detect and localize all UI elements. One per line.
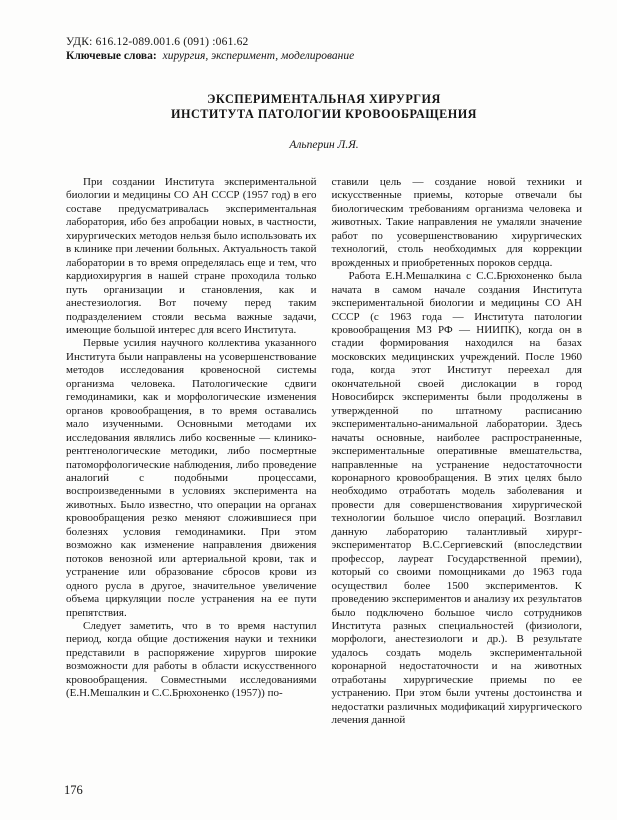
udc-code: УДК: 616.12-089.001.6 (091) :061.62 [66, 36, 249, 48]
article-title-line-2: ИНСТИТУТА ПАТОЛОГИИ КРОВООБРАЩЕНИЯ [171, 107, 477, 121]
paragraph: При создании Института экспериментальной биологии и медицины СО АН СССР (1957 год) в его составе предусматривалась экспериментальная лаборатория, ибо без апробации новых, в частности, хирургических методов нельзя было использовать их в клинике при лечении больных. Актуальность такой лаборатории в то время определялась еще и тем, что кардиохирургия в нашей стране проходила только путь организации и становления, как и анестезиология. Вот почему перед таким подразделением стояли весьма важные задачи, имеющие большой интерес для всего Института. [66, 176, 317, 336]
page-number: 176 [64, 783, 83, 797]
keywords-line [66, 50, 582, 62]
paragraph: Первые усилия научного коллектива указанного Института были направлены на усовершенствование методов исследования кровеносной системы организма человека. Патологические сдвиги гемодинамики, как и морфологические изменения органов кровообращения, в то время оставались мало изученными. Основными методами их исследования являлись либо косвенные — клинико-рентгенологические методики, либо посмертные патоморфологические наблюдения, либо проведение аналогий с подобными процессами, воспроизведенными в условиях эксперимента на животных. Было известно, что операции на органах кровообращения резко меняют сложившиеся при болезнях условия гемодинамики. При этом возможно как изменение направления движения потоков венозной или артериальной крови, так и устранение или образование сбросов крови из одного русла в другое, значительное увеличение объема циркуляции после устранения на ее пути препятствия. [66, 337, 317, 619]
article-title [66, 92, 582, 122]
article-title-line-1: ЭКСПЕРИМЕНТАЛЬНАЯ ХИРУРГИЯ [207, 92, 441, 106]
keywords-text: хирургия, эксперимент, моделирование [162, 50, 355, 62]
left-column [66, 176, 317, 728]
right-column [332, 176, 583, 728]
author-name: Альперин Л.Я. [289, 139, 359, 151]
paragraph-continuation: ставили цель — создание новой техники и искусственные приемы, которые отвечали бы биологическим требованиям организма человека и животных. Такие направления не умаляли значение работ по усовершенствованию хирургических технологий, столь необходимых для коррекции врожденных и приобретенных пороков сердца. [331, 176, 582, 269]
article-body [66, 176, 582, 728]
paragraph: Следует заметить, что в то время наступил период, когда общие достижения науки и техники представили в распоряжение хирургов широкие возможности для работы в области искусственного кровообращения. Совместными исследованиями (Е.Н.Мешалкин и С.С.Брюхоненко (1957)) по- [66, 619, 317, 700]
keywords-label: Ключевые слова: [66, 50, 157, 62]
paragraph: Работа Е.Н.Мешалкина с С.С.Брюхоненко была начата в самом начале создания Института экспериментальной биологии и медицины СО АН СССР (с 1963 года — Института патологии кровообращения МЗ РФ — НИИПК), когда он в стадии формирования находился на базах московских медицинских учреждений. После 1960 года, когда этот Институт переехал для окончательной своей дислокации в город Новосибирск эксперименты были продолжены в утвержденной по штатному расписанию экспериментально-анимальной лаборатории. Здесь начаты основные, наиболее распространенные, экспериментальные оперативные вмешательства, направленные на устранение недостаточности коронарного кровообращения. В этих целях было необходимо отработать модель заболевания и провести для совершенствования хирургической технологии большое число операций. Возглавил данную лабораторию талантливый хирург-экспериментатор В.С.Сергиевский (впоследствии профессор, лауреат Государственной премии), который со своими помощниками до 1963 года осуществил более 1500 экспериментов. К проведению экспериментов и анализу их результатов было подключено большое число сотрудников Института разных специальностей (физиологи, морфологи, анестезиологи и др.). В результате удалось создать модель экспериментальной коронарной недостаточности и на животных отработаны хирургические приемы по ее устранению. При этом были учтены достоинства и недостатки различных модификаций хирургического лечения данной [331, 270, 582, 727]
